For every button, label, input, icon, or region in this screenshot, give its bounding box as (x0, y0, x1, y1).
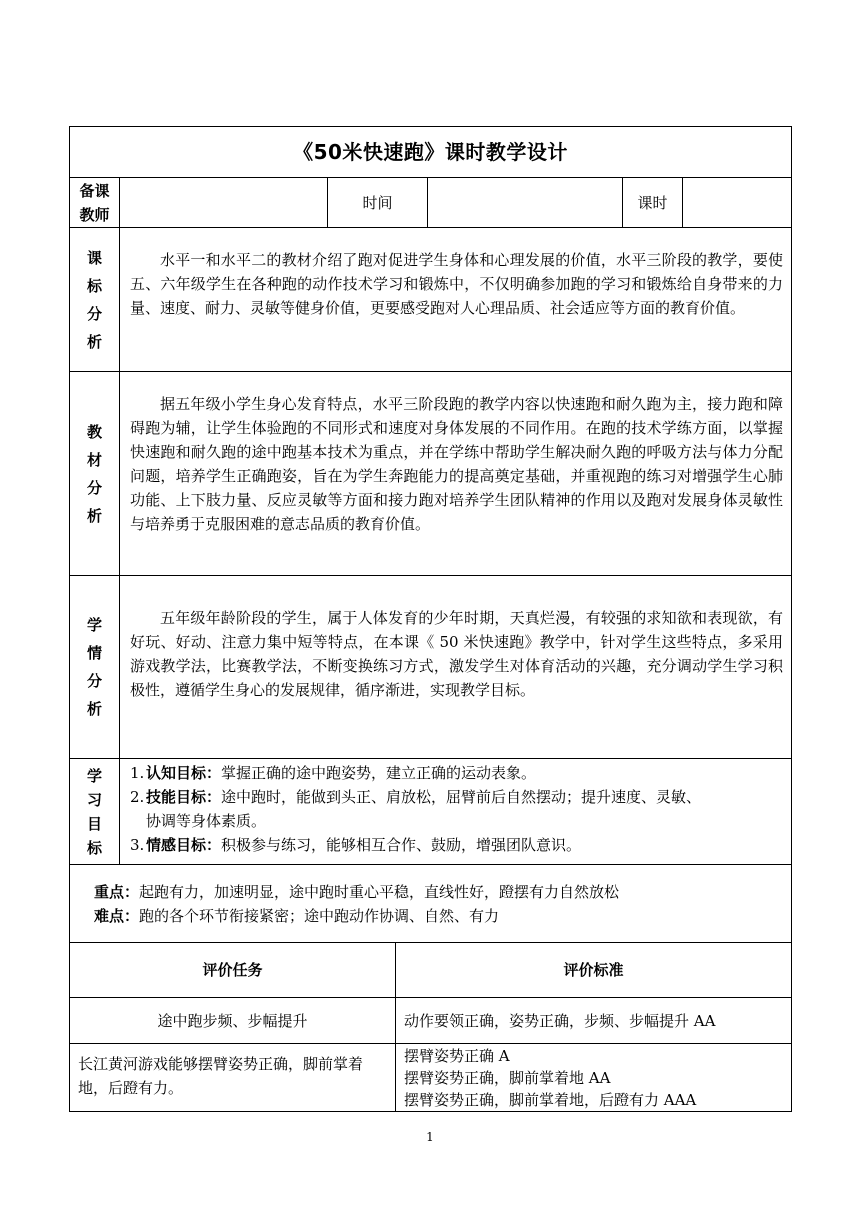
eval-standard-line: 摆臂姿势正确，脚前掌着地 AA (404, 1068, 611, 1087)
student-analysis-label (70, 576, 120, 759)
goal-item (130, 761, 785, 785)
material-analysis-label (70, 372, 120, 576)
eval-standard-header: 评价标准 (396, 943, 792, 998)
difficult-point-label: 难点： (94, 906, 140, 925)
eval-standard-line: 摆臂姿势正确，脚前掌着地，后蹬有力 AAA (404, 1090, 697, 1109)
lesson-plan-table (69, 126, 792, 943)
goals-list (120, 759, 792, 865)
difficult-point-line (94, 904, 791, 928)
material-analysis-label-text: 教材分析 (87, 422, 103, 525)
eval-task-cell: 长江黄河游戏能够摆臂姿势正确，脚前掌着地，后蹬有力。 (70, 1044, 396, 1112)
page-number: 1 (426, 1130, 434, 1144)
period-value (683, 178, 792, 228)
time-label: 时间 (328, 178, 428, 228)
teacher-label (70, 178, 120, 228)
eval-task-cell: 途中跑步频、步幅提升 (70, 998, 396, 1044)
goals-label (70, 759, 120, 865)
goal-number: 2. (130, 788, 145, 806)
material-analysis-text: 据五年级小学生身心发育特点，水平三阶段跑的教学内容以快速跑和耐久跑为主，接力跑和障碍跑为辅，让学生体验跑的不同形式和速度对身体发展的不同作用。在跑的技术学练方面，以掌握快速跑和耐久跑的途中跑基本技术为重点，并在学练中帮助学生解决耐久跑的呼吸方法与体力分配问题，培养学生正确跑姿，旨在为学生奔跑能力的提高奠定基础，并重视跑的练习对增强学生心肺功能、上下肢力量、反应灵敏等方面和接力跑对培养学生团队精神的作用以及跑对发展身体灵敏性与培养勇于克服困难的意志品质的教育价值。 (120, 372, 792, 576)
eval-task-header: 评价任务 (70, 943, 396, 998)
eval-standard-line: 摆臂姿势正确 A (404, 1046, 510, 1065)
key-point-line (94, 880, 791, 904)
time-value (428, 178, 623, 228)
goals-label-text: 学习目标 (87, 766, 103, 857)
student-analysis-label-text: 学情分析 (87, 616, 103, 718)
standard-analysis-label (70, 228, 120, 372)
goal-text-continued: 协调等身体素质。 (146, 812, 267, 830)
page-title: 《50米快速跑》课时教学设计 (70, 127, 792, 178)
eval-standard-cell (396, 1044, 792, 1112)
key-difficult-points (70, 865, 792, 943)
key-point-label: 重点： (94, 882, 140, 901)
goal-text: 途中跑时，能做到头正、肩放松，屈臂前后自然摆动；提升速度、灵敏、 (221, 788, 702, 806)
difficult-point-text: 跑的各个环节衔接紧密；途中跑动作协调、自然、有力 (139, 906, 500, 925)
goal-text: 掌握正确的途中跑姿势，建立正确的运动表象。 (221, 764, 537, 782)
evaluation-table (69, 943, 792, 1112)
goal-text: 积极参与练习，能够相互合作、鼓励，增强团队意识。 (221, 836, 582, 854)
standard-analysis-label-text: 课标分析 (87, 248, 103, 351)
standard-analysis-text: 水平一和水平二的教材介绍了跑对促进学生身体和心理发展的价值，水平三阶段的教学，要使五、六年级学生在各种跑的动作技术学习和锻炼中，不仅明确参加跑的学习和锻炼给自身带来的力量、速度、耐力、灵敏等健身价值，更要感受跑对人心理品质、社会适应等方面的教育价值。 (120, 228, 792, 372)
student-analysis-text: 五年级年龄阶段的学生，属于人体发育的少年时期，天真烂漫，有较强的求知欲和表现欲，有好玩、好动、注意力集中短等特点，在本课《 50 米快速跑》教学中，针对学生这些特点，多采用游戏教学法，比赛教学法，不断变换练习方式，激发学生对体育活动的兴趣，充分调动学生学习积极性，遵循学生身心的发展规律，循序渐进，实现教学目标。 (120, 576, 792, 759)
key-point-text: 起跑有力，加速明显，途中跑时重心平稳，直线性好，蹬摆有力自然放松 (139, 882, 620, 901)
teacher-label-text: 备课教师 (79, 181, 110, 224)
goal-item (130, 785, 785, 809)
goal-title: 技能目标： (146, 788, 222, 806)
period-label: 课时 (623, 178, 683, 228)
teacher-value (120, 178, 328, 228)
goal-number: 3. (130, 836, 145, 854)
lesson-plan (69, 126, 791, 1112)
eval-standard-cell: 动作要领正确，姿势正确，步频、步幅提升 AA (396, 998, 792, 1044)
goal-title: 情感目标： (146, 836, 222, 854)
goal-title: 认知目标： (146, 764, 222, 782)
goal-number: 1. (130, 764, 145, 782)
goal-item (130, 833, 785, 857)
